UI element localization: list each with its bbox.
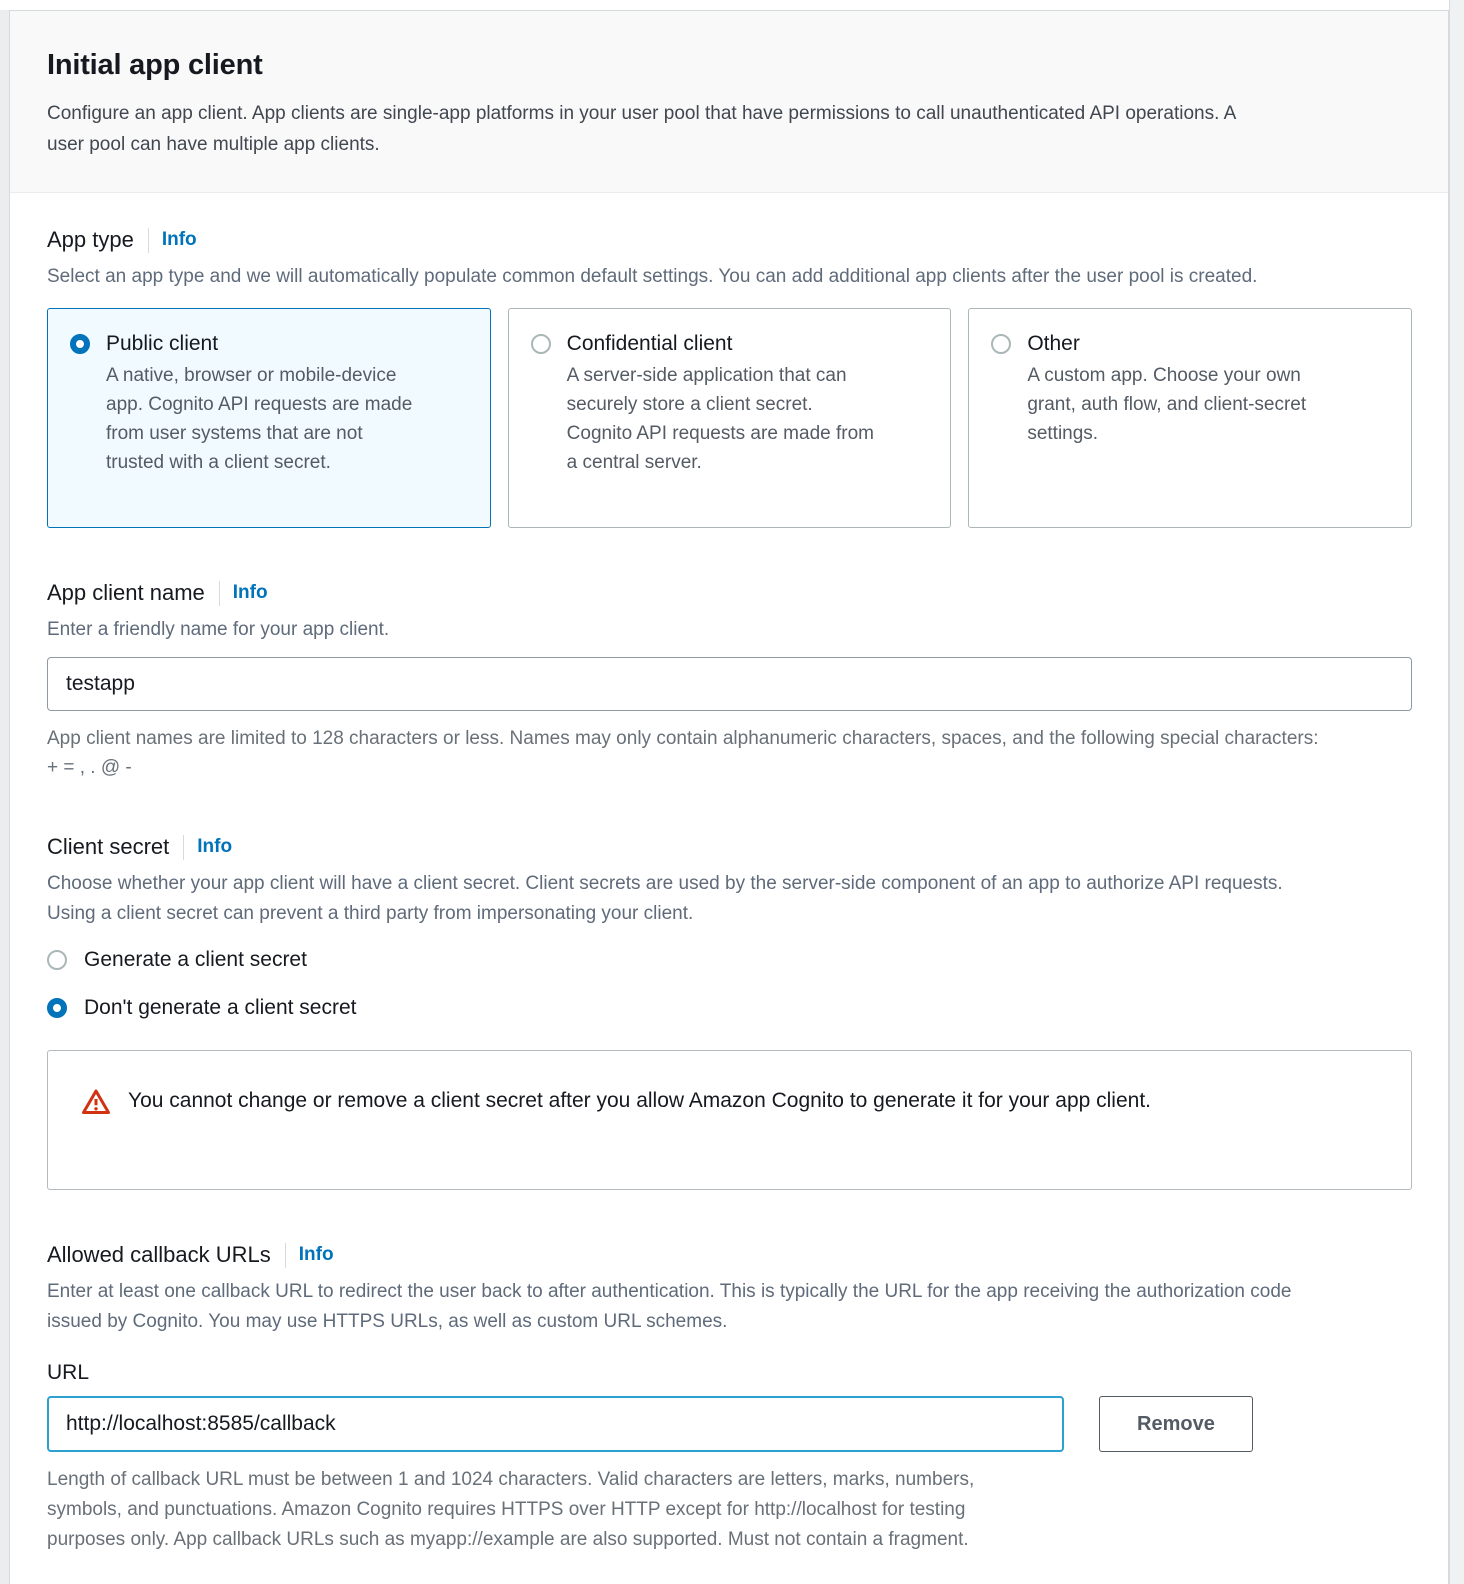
callback-url-constraint: Length of callback URL must be between 1 and 1024 characters. Valid characters are letters, marks, numbers, symbols, and punctuations. Amazon Cognito requires HTTPS over HTTP except for http://localhost for testing purposes only. App callback URLs such as myapp://example are also supported. Must not contain a fragment. [47, 1469, 975, 1550]
app-type-label-row [47, 227, 1412, 253]
app-client-name-label: App client name [47, 580, 205, 605]
tile-description: A native, browser or mobile-device app. Cognito API requests are made from user systems that are not trusted with a client secret. [106, 365, 413, 473]
initial-app-client-panel [9, 10, 1449, 1584]
client-secret-label: Client secret [47, 834, 170, 859]
client-secret-warning [47, 1050, 1412, 1190]
app-client-name-input[interactable] [47, 657, 1412, 711]
tile-other[interactable] [968, 308, 1412, 528]
radio-unselected-icon[interactable] [47, 950, 67, 970]
app-client-name-constraint: App client names are limited to 128 characters or less. Names may only contain alphanumeric characters, spaces, and the following special characters: + = , . @ - [47, 728, 1319, 778]
tile-public-client[interactable] [47, 308, 491, 528]
callback-urls-info-link[interactable]: Info [298, 1244, 334, 1265]
remove-url-button[interactable]: Remove [1099, 1396, 1253, 1452]
page-title: Initial app client [47, 49, 263, 81]
radio-unselected-icon[interactable] [991, 334, 1011, 354]
app-client-name-section [47, 580, 1412, 782]
tile-confidential-client[interactable] [508, 308, 952, 528]
label-divider [148, 228, 149, 253]
callback-url-input[interactable] [47, 1396, 1064, 1452]
app-type-tiles [47, 308, 1412, 528]
tile-description: A custom app. Choose your own grant, auth flow, and client-secret settings. [1027, 365, 1307, 444]
tile-title: Public client [106, 332, 219, 355]
callback-urls-description: Enter at least one callback URL to redirect the user back to after authentication. This is typically the URL for the app receiving the authorization code issued by Cognito. You may use HTTPS URLs, as well as custom URL schemes. [47, 1281, 1292, 1332]
tile-title: Other [1027, 332, 1080, 355]
radio-unselected-icon[interactable] [531, 334, 551, 354]
label-divider [183, 835, 184, 860]
page-left-gutter [0, 10, 9, 1584]
warning-text: You cannot change or remove a client secret after you allow Amazon Cognito to generate it for your app client. [128, 1089, 1151, 1112]
app-type-label: App type [47, 227, 134, 252]
radio-dont-generate-secret[interactable] [47, 996, 1412, 1020]
client-secret-description: Choose whether your app client will have a client secret. Client secrets are used by the server-side component of an app to authorize API requests. Using a client secret can prevent a third party from impersonating your client. [47, 873, 1283, 924]
radio-label: Generate a client secret [84, 948, 307, 971]
app-type-section [47, 227, 1412, 528]
app-client-name-description: Enter a friendly name for your app client. [47, 619, 390, 640]
tile-description: A server-side application that can securely store a client secret. Cognito API requests are made from a central server. [566, 365, 874, 473]
vertical-scrollbar[interactable] [1449, 0, 1464, 1584]
radio-label: Don't generate a client secret [84, 996, 357, 1019]
url-field-label: URL [47, 1361, 90, 1384]
app-type-info-link[interactable]: Info [161, 229, 197, 250]
label-divider [285, 1243, 286, 1268]
warning-icon [81, 1087, 111, 1117]
radio-selected-icon[interactable] [47, 998, 67, 1018]
radio-generate-secret[interactable] [47, 948, 1412, 972]
app-client-name-info-link[interactable]: Info [232, 582, 268, 603]
callback-urls-section [47, 1242, 1412, 1555]
url-row [47, 1396, 1412, 1452]
client-secret-info-link[interactable]: Info [197, 836, 233, 857]
app-type-description: Select an app type and we will automatically populate common default settings. You can add additional app clients after the user pool is created. [47, 266, 1258, 287]
client-secret-section [47, 834, 1412, 1190]
page-description: Configure an app client. App clients are single-app platforms in your user pool that have permissions to call unauthenticated API operations. A user pool can have multiple app clients. [47, 103, 1236, 155]
panel-header [10, 11, 1448, 193]
tile-title: Confidential client [566, 332, 733, 355]
callback-urls-label: Allowed callback URLs [47, 1242, 271, 1267]
radio-selected-icon[interactable] [70, 334, 90, 354]
label-divider [219, 581, 220, 606]
panel-body [10, 193, 1448, 1584]
